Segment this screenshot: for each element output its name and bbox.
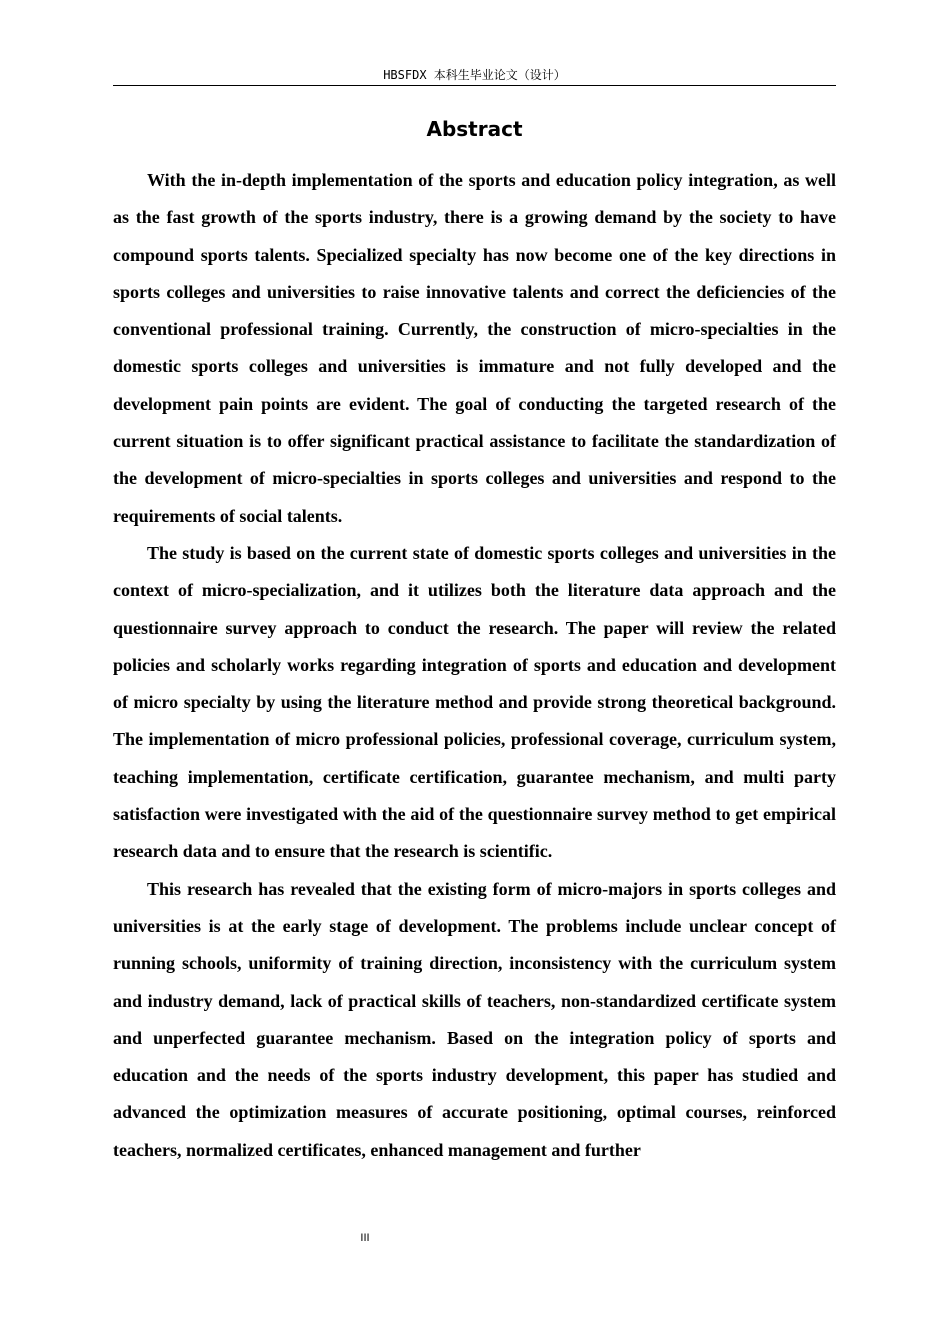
abstract-paragraph-2: The study is based on the current state of domestic sports colleges and universities in the context of micro-specialization, and it utilizes both the literature data approach and the questionnaire survey approach to conduct the research. The paper will review the related policies and scholarly works regarding integration of sports and education and development of micro specialty by using the literature method and provide strong theoretical background. The implementation of micro professional policies, professional coverage, curriculum system, teaching implementation, certificate certification, guarantee mechanism, and multi party satisfaction were investigated with the aid of the questionnaire survey method to get empirical research data and to ensure that the research is scientific. [113,542,836,862]
running-header: HBSFDX 本科生毕业论文（设计） [383,68,566,82]
page-number: III [360,1232,370,1244]
header-divider [113,85,836,86]
abstract-paragraph-3: This research has revealed that the existing form of micro-majors in sports colleges and universities is at the early stage of development. The problems include unclear concept of running schools, uniformity of training direction, inconsistency with the curriculum system and industry demand, lack of practical skills of teachers, non-standardized certificate system and unperfected guarantee mechanism. Based on the integration policy of sports and education and the needs of the sports industry development, this paper has studied and advanced the optimization measures of accurate positioning, optimal courses, reinforced teachers, normalized certificates, enhanced management and further [113,878,836,1160]
abstract-paragraph-1: With the in-depth implementation of the sports and education policy integration, as well as the fast growth of the sports industry, there is a growing demand by the society to have compound sports talents. Specialized specialty has now become one of the key directions in sports colleges and universities to raise innovative talents and correct the deficiencies of the conventional professional training. Currently, the construction of micro-specialties in the domestic sports colleges and universities is immature and not fully developed and the development pain points are evident. The goal of conducting the targeted research of the current situation is to offer significant practical assistance to facilitate the standardization of the development of micro-specialties in sports colleges and universities and respond to the requirements of social talents. [113,170,836,526]
abstract-body [113,162,836,1169]
abstract-title: Abstract [426,117,523,141]
